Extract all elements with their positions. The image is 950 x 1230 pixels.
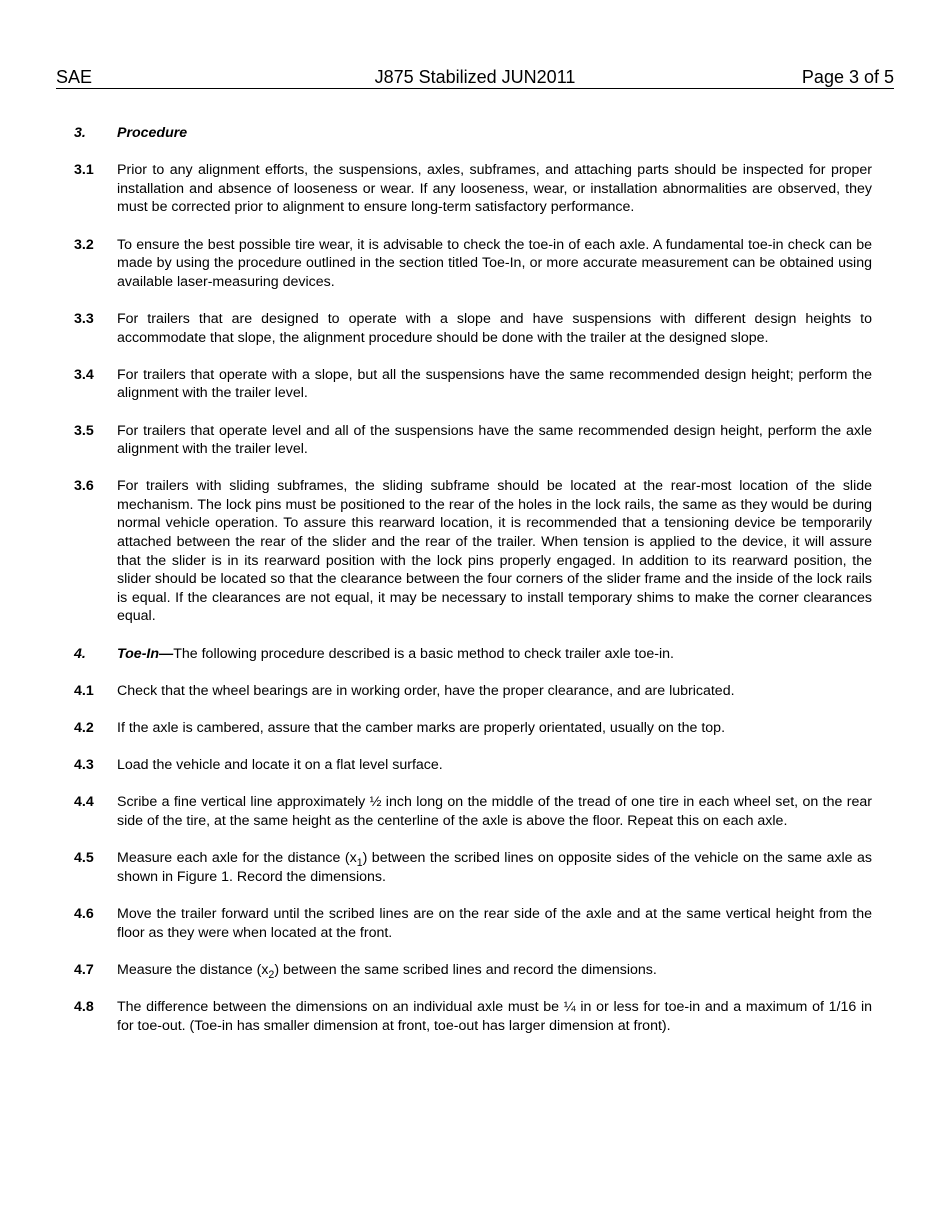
paragraph-number: 4.8 [74,998,94,1015]
paragraph-number: 4.6 [74,905,94,922]
section-3-heading [74,124,872,143]
header-org: SAE [56,67,93,87]
paragraph-number: 3.4 [74,366,94,383]
paragraph-number: 3.6 [74,478,94,495]
text-segment: ) between the scribed lines on opposite sides of the vehicle on the same axle as shown in Figure 1. Record the dimensions. [117,850,872,885]
paragraph-text: For trailers that are designed to operate with a slope and have suspensions with different design heights to accommodate that slope, the alignment procedure should be done with the trailer at the designed slope. [117,310,872,346]
paragraph-number: 4.5 [74,850,94,867]
paragraph-text: Scribe a fine vertical line approximately ½ inch long on the middle of the tread of one tire in each wheel set, on the rear side of the tire, at the same height as the centerline of the axle is above the floor. Repeat this on each axle. [117,794,872,829]
paragraph-text: If the axle is cambered, assure that the camber marks are properly orientated, usually on the top. [117,720,726,736]
paragraph-text: Load the vehicle and locate it on a flat level surface. [117,757,443,774]
header-document-id: J875 Stabilized JUN2011 [374,67,576,87]
paragraph-number: 4.3 [74,757,94,774]
paragraph-4-6 [74,905,872,942]
paragraph-3-5 [74,422,872,459]
section-number: 3. [74,125,86,141]
paragraph-number: 3.1 [74,162,94,179]
paragraph-number: 3.2 [74,236,94,253]
paragraph-text [117,849,872,886]
paragraph-4-3 [74,756,872,775]
section-intro-text: The following procedure described is a basic method to check trailer axle toe-in. [173,645,674,662]
section-4-heading [74,645,872,664]
paragraph-4-1 [74,682,872,701]
paragraph-3-3 [74,310,872,347]
paragraph-number: 3.5 [74,422,94,439]
text-segment: Measure the distance (x [117,961,269,978]
paragraph-text [117,961,872,980]
paragraph-number: 4.4 [74,794,94,811]
paragraph-number: 4.1 [74,682,94,699]
section-title: Procedure [117,125,188,141]
section-number: 4. [74,645,86,662]
paragraph-4-2 [74,719,872,738]
section-term: Toe-In— [117,645,174,662]
subscript: 1 [356,856,363,869]
paragraph-4-5 [74,849,872,886]
paragraph-3-1 [74,161,872,217]
paragraph-text: To ensure the best possible tire wear, it is advisable to check the toe-in of each axle. A fundamental toe-in check can be made by using the procedure outlined in the section titled Toe-In, or more accurate measurement can be obtained using available laser-measuring devices. [117,236,872,290]
paragraph-4-4 [74,793,872,830]
paragraph-text: For trailers that operate with a slope, but all the suspensions have the same recommended design height; perform the alignment with the trailer level. [117,366,872,402]
paragraph-text: Move the trailer forward until the scribed lines are on the rear side of the axle and at the same vertical height from the floor as they were when located at the front. [117,905,872,941]
paragraph-4-8 [74,998,872,1035]
text-segment: ) between the same scribed lines and record the dimensions. [274,961,657,978]
paragraph-3-4 [74,366,872,403]
paragraph-number: 4.7 [74,961,94,978]
paragraph-number: 3.3 [74,310,94,327]
subscript: 2 [268,968,275,981]
header-page-number: Page 3 of 5 [801,67,894,87]
paragraph-4-7 [74,961,872,980]
paragraph-text: For trailers with sliding subframes, the sliding subframe should be located at the rear-most location of the slide mechanism. The lock pins must be positioned to the rear of the holes in the lock rails, the same as they would be during normal vehicle operation. To assure this rearward location, it is recommended that a tensioning device be temporarily attached between the rear of the slider and the rear of the trailer. When tension is applied to the device, it will assure that the slider is in its rearward position with the lock pins properly engaged. In addition to its rearward position, the slider should be located so that the clearance between the four corners of the slider frame and the inside of the lock rails is equal. If the clearances are not equal, it may be necessary to install temporary shims to make the corner clearances equal. [117,478,872,625]
document-body [74,124,872,1054]
paragraph-text: The difference between the dimensions on an individual axle must be ¼ in or less for toe-in and a maximum of 1/16 in for toe-out. (Toe-in has smaller dimension at front, toe-out has larger dimension at front). [117,998,872,1034]
paragraph-text: Prior to any alignment efforts, the suspensions, axles, subframes, and attaching parts should be inspected for proper installation and absence of looseness or wear. If any looseness, wear, or installation abnormalities are observed, they must be corrected prior to alignment to ensure long-term satisfactory performance. [117,162,872,216]
paragraph-number: 4.2 [74,720,94,736]
paragraph-text: For trailers that operate level and all of the suspensions have the same recommended design height, perform the axle alignment with the trailer level. [117,422,872,458]
section-intro [117,645,872,664]
page-header [56,66,894,89]
paragraph-text: Check that the wheel bearings are in working order, have the proper clearance, and are lubricated. [117,682,735,699]
text-segment: Measure each axle for the distance (x [117,850,357,867]
paragraph-3-2 [74,236,872,292]
paragraph-3-6 [74,477,872,626]
